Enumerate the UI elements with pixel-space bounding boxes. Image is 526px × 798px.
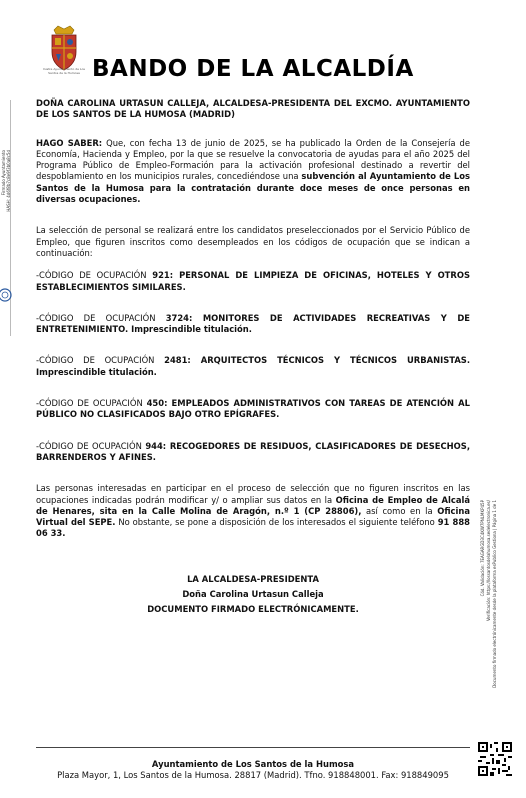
occupation-code-item: -CÓDIGO DE OCUPACIÓN 2481: ARQUITECTOS TÉCNICOS Y TÉCNICOS URBANISTAS. Imprescindible titulación. [36,355,471,377]
document-body [36,98,470,540]
occupation-code-item: -CÓDIGO DE OCUPACIÓN 921: PERSONAL DE LIMPIEZA DE OFICINAS, HOTELES Y OTROS ESTABLECIMIENTOS SIMILARES. [36,270,470,292]
footer-organization: Ayuntamiento de Los Santos de la Humosa [151,759,355,769]
side-signature-label: Firmado Ayuntamiento [1,150,6,196]
qr-code-icon [478,742,512,776]
footer-address: Plaza Mayor, 1, Los Santos de la Humosa. 28817 (Madrid). Tfno. 918848001. Fax: 918849095 [57,770,449,780]
signer-role: LA ALCALDESA-PRESIDENTA [187,574,319,584]
signature-seal-icon [0,284,12,306]
side-hash-label: HASH: 4d6f8b7c8e9f3b0a8c5d [6,150,11,212]
signature-note: DOCUMENTO FIRMADO ELECTRÓNICAMENTE. [147,604,359,614]
registration-paragraph: Las personas interesadas en participar en el proceso de selección que no figuren inscritos en las ocupaciones indicadas podrán modificar y/ o ampliar sus datos en la Oficina de Empleo de Alcalá de Henares, sita en la Calle Molina de Aragón, n.º 1 (CP 28806), así como en la Oficina Virtual del SEPE. No obstante, se pone a disposición de los interesados el siguiente teléfono 91 888 06 33. [36,483,471,539]
footer-divider [36,747,470,748]
intro-paragraph: DOÑA CAROLINA URTASUN CALLEJA, ALCALDESA-PRESIDENTA DEL EXCMO. AYUNTAMIENTO DE LOS SANTOS DE LA HUMOSA (MADRID) [36,98,470,120]
verification-url[interactable]: Verificación: https://lossantosdelahumosa.sedelectronica.es/ [486,500,491,622]
platform-note: Documento firmado electrónicamente desde la plataforma esPublico Gestiona | Página 1 de 1 [492,500,497,688]
crest-caption: Ilustre Ayuntamiento de Los Santos de la Humosa [43,67,85,75]
occupation-code-item: -CÓDIGO DE OCUPACIÓN 450: EMPLEADOS ADMINISTRATIVOS CON TAREAS DE ATENCIÓN AL PÚBLICO NO CLASIFICADOS BAJO OTRO EPÍGRAFES. [36,398,470,420]
validation-code: Cód. Validación: 7EAGARGD3C4KW7PNLMKP45P [480,500,485,597]
signature-block [36,572,470,617]
footer [36,759,470,781]
signer-name: Doña Carolina Urtasun Calleja [182,589,324,599]
occupation-code-item: -CÓDIGO DE OCUPACIÓN 944: RECOGEDORES DE RESIDUOS, CLASIFICADORES DE DESECHOS, BARRENDEROS Y AFINES. [36,440,470,462]
announcement-paragraph: HAGO SABER: Que, con fecha 13 de junio de 2025, se ha publicado la Orden de la Consejería de Economía, Hacienda y Empleo, por la que se resuelve la convocatoria de ayudas para el año 2025 del Programa Público de Empleo-Formación para la activación profesional destinado a revertir del despoblamiento en los municipios rurales, concediéndose una subvención al Ayuntamiento de Los Santos de la Humosa para la contratación durante doce meses de once personas en diversas ocupaciones. [36,137,470,205]
selection-paragraph: La selección de personal se realizará entre los candidatos preseleccionados por el Servicio Público de Empleo, que figuren inscritos como desempleados en los códigos de ocupación que se indican a continuación: [36,225,470,258]
occupation-code-item: -CÓDIGO DE OCUPACIÓN 3724: MONITORES DE ACTIVIDADES RECREATIVAS Y DE ENTRETENIMIENTO. Imprescindible titulación. [36,312,470,335]
page-title: BANDO DE LA ALCALDÍA [92,56,414,82]
